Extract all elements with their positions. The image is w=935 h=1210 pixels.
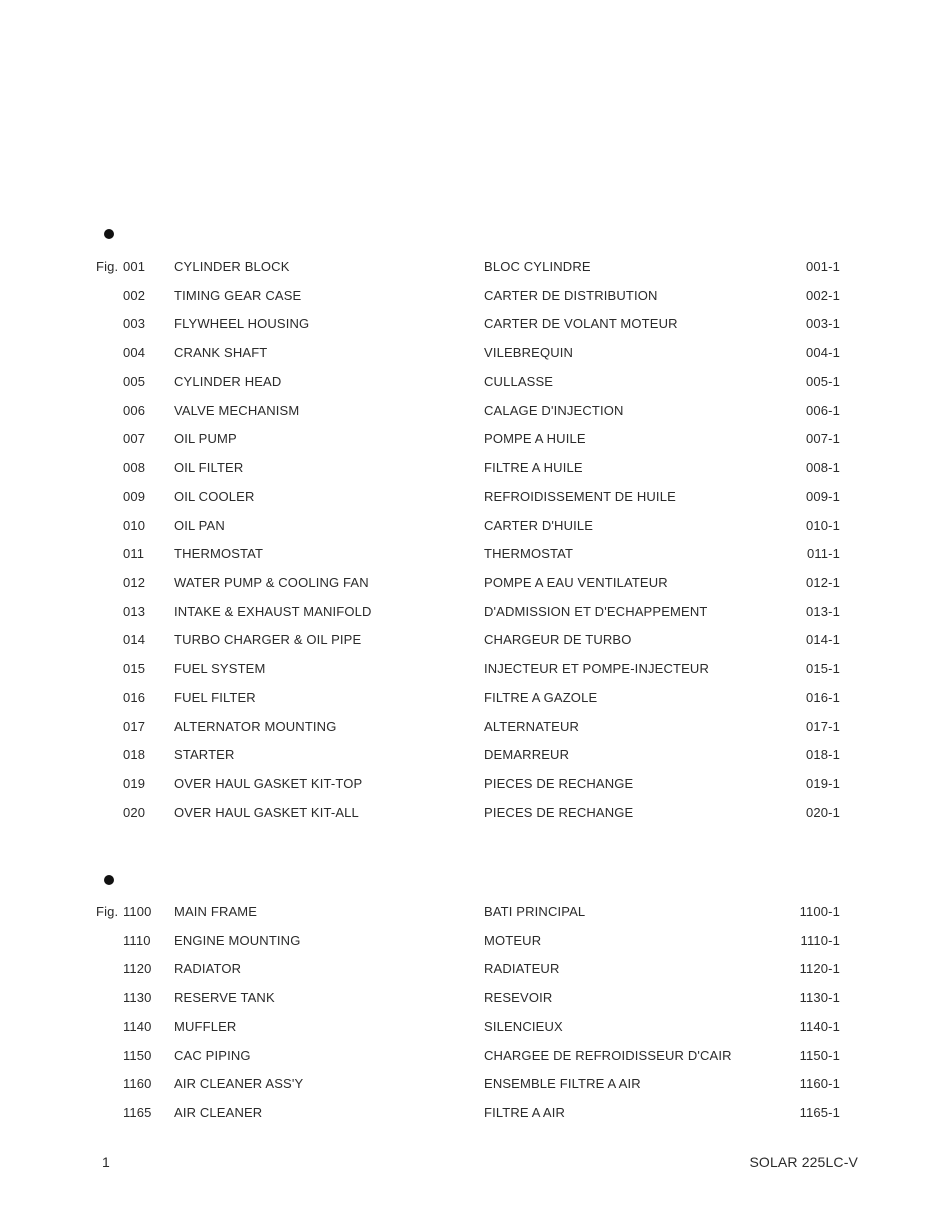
figure-row [0,1017,935,1037]
figure-number: 011 [123,546,145,562]
figure-row [0,717,935,737]
description-french: BATI PRINCIPAL [484,904,586,919]
fig-prefix: Fig. [96,904,119,919]
figure-number: 1120 [123,961,152,977]
figure-row [0,573,935,593]
description-french: MOTEUR [484,932,542,948]
figure-row [0,372,935,392]
description-english: INTAKE & EXHAUST MANIFOLD [174,603,372,619]
page-reference: 017-1 [806,718,840,734]
footer-model-name: SOLAR 225LC-V [749,1154,858,1170]
figure-row [0,516,935,536]
figure-number: 017 [123,718,146,734]
figure-row [0,257,935,277]
description-french: PIECES DE RECHANGE [484,776,634,792]
figure-number: 007 [123,431,146,447]
figure-number: 002 [123,287,146,303]
description-french: POMPE A HUILE [484,431,586,447]
description-english: OVER HAUL GASKET KIT-ALL [174,804,359,820]
figure-number: 018 [123,747,146,763]
figure-row [0,745,935,765]
figure-number: 1150 [123,1047,152,1063]
figure-row [0,774,935,794]
page-reference: 1165-1 [799,1105,840,1121]
page-reference: 004-1 [806,345,840,361]
page-reference: 010-1 [806,517,840,533]
description-french: POMPE A EAU VENTILATEUR [484,575,668,591]
page-reference: 005-1 [806,373,840,389]
figure-number: 1100 [123,904,152,919]
page-reference: 1160-1 [799,1076,840,1092]
figure-number: 005 [123,373,146,389]
page-reference: 019-1 [806,776,840,792]
description-english: AIR CLEANER ASS'Y [174,1076,304,1092]
description-english: CYLINDER HEAD [174,373,282,389]
page-reference: 1120-1 [799,961,840,977]
figure-number: 009 [123,488,146,504]
figure-row [0,931,935,951]
description-english: CRANK SHAFT [174,345,268,361]
figure-row [0,1074,935,1094]
figure-number: 1160 [123,1076,152,1092]
figure-row [0,659,935,679]
description-english: FUEL SYSTEM [174,661,266,677]
description-english: AIR CLEANER [174,1105,263,1121]
description-english: OVER HAUL GASKET KIT-TOP [174,776,363,792]
description-french: VILEBREQUIN [484,345,574,361]
page-reference: 1130-1 [799,990,840,1006]
description-french: CALAGE D'INJECTION [484,402,624,418]
description-english: TIMING GEAR CASE [174,287,302,303]
page-reference: 013-1 [806,603,840,619]
figure-row [0,286,935,306]
description-french: CHARGEE DE REFROIDISSEUR D'CAIR [484,1047,732,1063]
description-english: FUEL FILTER [174,689,256,705]
description-french: ALTERNATEUR [484,718,580,734]
figure-row [0,429,935,449]
figure-row [0,343,935,363]
figure-row [0,1103,935,1123]
figure-number: 1165 [123,1105,152,1121]
figure-number: 016 [123,689,146,705]
description-english: FLYWHEEL HOUSING [174,316,310,332]
figure-number: 008 [123,460,146,476]
description-french: SILENCIEUX [484,1018,563,1034]
bullet-icon [104,229,114,239]
description-english: OIL COOLER [174,488,255,504]
figure-number: 1130 [123,990,152,1006]
page-reference: 006-1 [806,402,840,418]
figure-row [0,630,935,650]
description-french: REFROIDISSEMENT DE HUILE [484,488,676,504]
figure-row [0,401,935,421]
figure-number: 1140 [123,1018,152,1034]
description-english: MUFFLER [174,1018,237,1034]
description-french: INJECTEUR ET POMPE-INJECTEUR [484,661,709,677]
description-french: CARTER DE DISTRIBUTION [484,287,658,303]
description-french: CHARGEUR DE TURBO [484,632,632,648]
figure-row [0,544,935,564]
description-french: PIECES DE RECHANGE [484,804,634,820]
description-english: CYLINDER BLOCK [174,259,290,274]
page-reference: 001-1 [806,259,840,274]
page-reference: 1140-1 [799,1018,840,1034]
description-french: CARTER D'HUILE [484,517,594,533]
figure-row [0,1046,935,1066]
page-reference: 1110-1 [800,932,840,948]
figure-row [0,959,935,979]
description-french: CARTER DE VOLANT MOTEUR [484,316,678,332]
figure-row [0,314,935,334]
page-reference: 014-1 [806,632,840,648]
description-french: THERMOSTAT [484,546,574,562]
description-french: FILTRE A AIR [484,1105,566,1121]
page-reference: 016-1 [806,689,840,705]
page-reference: 1150-1 [799,1047,840,1063]
figure-number: 001 [123,259,146,274]
page-reference: 018-1 [806,747,840,763]
page-reference: 009-1 [806,488,840,504]
figure-number: 019 [123,776,146,792]
figure-row [0,487,935,507]
figure-number: 003 [123,316,146,332]
figure-row [0,988,935,1008]
description-french: DEMARREUR [484,747,570,763]
description-english: RESERVE TANK [174,990,275,1006]
description-english: ENGINE MOUNTING [174,932,301,948]
description-french: FILTRE A HUILE [484,460,583,476]
description-french: RADIATEUR [484,961,560,977]
figure-row [0,458,935,478]
figure-number: 006 [123,402,146,418]
page-reference: 015-1 [806,661,840,677]
description-english: OIL PAN [174,517,225,533]
figure-row [0,688,935,708]
description-english: ALTERNATOR MOUNTING [174,718,337,734]
description-english: THERMOSTAT [174,546,264,562]
page-reference: 011-1 [806,546,840,562]
description-french: BLOC CYLINDRE [484,259,591,274]
description-english: CAC PIPING [174,1047,251,1063]
figure-number: 1110 [123,932,151,948]
footer-page-number: 1 [102,1154,110,1170]
description-english: OIL FILTER [174,460,244,476]
figure-row [0,902,935,922]
page-reference: 1100-1 [799,904,840,919]
figure-number: 015 [123,661,146,677]
page-reference: 003-1 [806,316,840,332]
description-french: CULLASSE [484,373,554,389]
page-reference: 007-1 [806,431,840,447]
figure-row [0,602,935,622]
figure-number: 010 [123,517,146,533]
figure-row [0,803,935,823]
figure-number: 020 [123,804,146,820]
figure-number: 013 [123,603,146,619]
figure-number: 004 [123,345,146,361]
description-french: FILTRE A GAZOLE [484,689,598,705]
description-english: TURBO CHARGER & OIL PIPE [174,632,362,648]
description-french: D'ADMISSION ET D'ECHAPPEMENT [484,603,708,619]
description-french: ENSEMBLE FILTRE A AIR [484,1076,641,1092]
description-english: WATER PUMP & COOLING FAN [174,575,369,591]
fig-prefix: Fig. [96,259,119,274]
page-reference: 012-1 [806,575,840,591]
page-reference: 002-1 [806,287,840,303]
page-reference: 020-1 [806,804,840,820]
description-english: OIL PUMP [174,431,237,447]
description-english: STARTER [174,747,235,763]
description-english: MAIN FRAME [174,904,258,919]
description-english: RADIATOR [174,961,242,977]
description-english: VALVE MECHANISM [174,402,300,418]
page-reference: 008-1 [806,460,840,476]
bullet-icon [104,875,114,885]
description-french: RESEVOIR [484,990,553,1006]
figure-number: 012 [123,575,146,591]
figure-number: 014 [123,632,146,648]
